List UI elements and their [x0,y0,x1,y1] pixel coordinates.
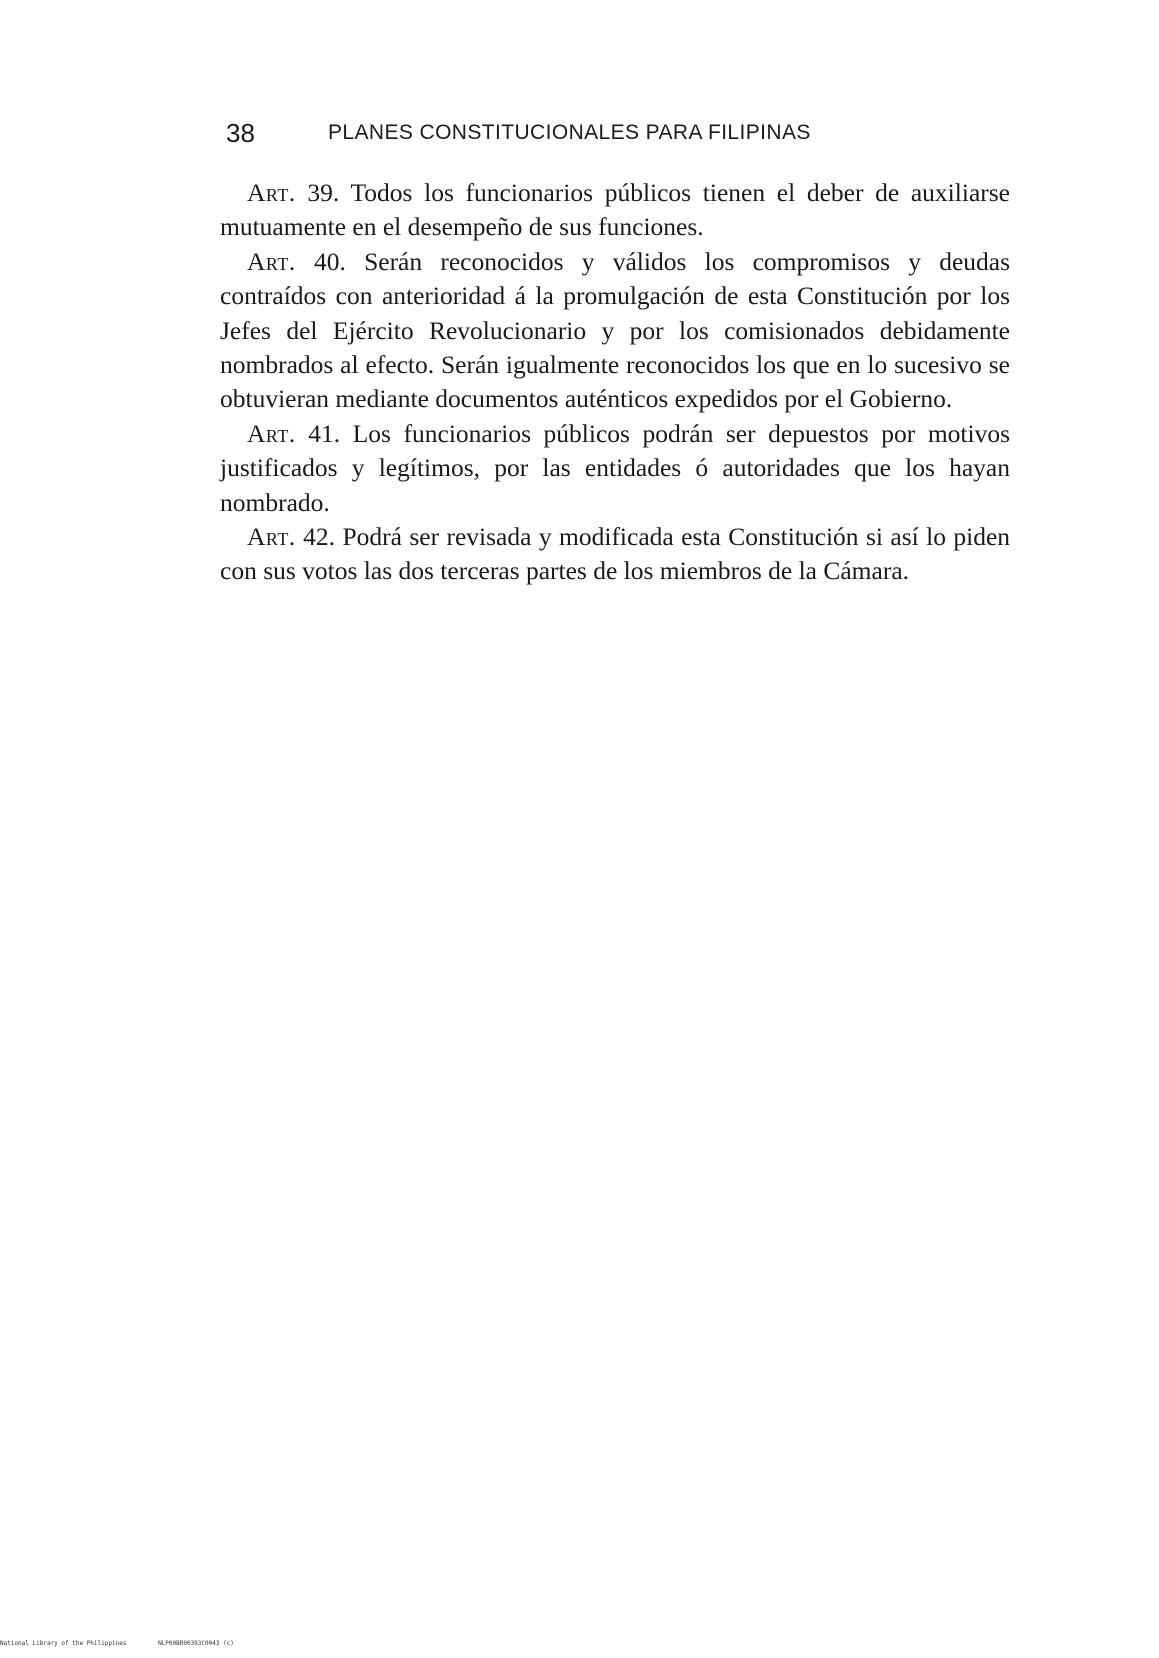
article-label: Art. [247,418,296,448]
article-text: Podrá ser revisada y modificada esta Constitución si así lo piden con sus votos las dos terceras partes de los miembros de la Cámara. [220,522,1011,586]
page-header [226,118,1006,158]
article-text: Todos los funcionarios públicos tienen el deber de auxiliarse mutuamente en el desempeño de sus funciones. [220,178,1010,242]
page-number: 38 [226,118,255,148]
footer-library: National Library of the Philippines [0,1640,127,1647]
body-text [220,176,1010,589]
article-number: 41. [308,418,341,448]
article-label: Art. [247,178,296,207]
article-text: Los funcionarios públicos podrán ser depuestos por motivos justificados y legítimos, por las entidades ó autoridades que los hayan nombrado. [220,418,1011,517]
article-number: 39. [307,178,340,207]
footer-code: NLP00BR00393C0043 (c) [158,1640,234,1647]
article-39 [220,176,1010,245]
article-number: 40. [313,246,346,276]
running-title: PLANES CONSTITUCIONALES PARA FILIPINAS [328,121,811,144]
article-text: Serán reconocidos y válidos los compromisos y deudas contraídos con anterioridad á la promulgación de esta Constitución por los Jefes del Ejército Revolucionario y por los comisionados debidamente nombrados al efecto. Serán igualmente reconocidos los que en lo sucesivo se obtuvieran mediante documentos auténticos expedidos por el Gobierno. [220,246,1011,414]
article-number: 42. [303,522,336,552]
scan-footer [0,1640,262,1647]
article-label: Art. [247,522,296,552]
article-40 [220,245,1010,417]
article-label: Art. [247,246,296,276]
article-41 [220,417,1010,520]
article-42 [220,520,1010,589]
